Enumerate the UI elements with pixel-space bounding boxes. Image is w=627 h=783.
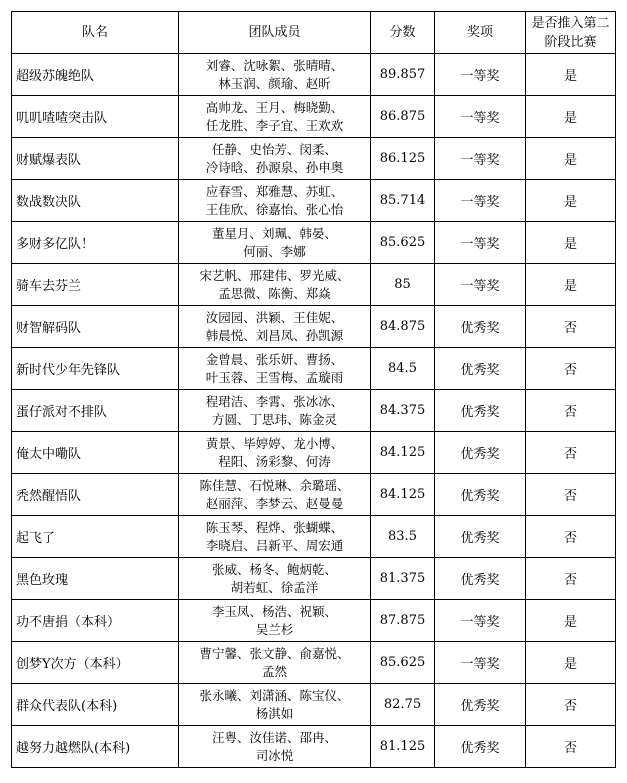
award: 优秀奖 bbox=[435, 516, 526, 558]
table-row bbox=[12, 390, 616, 432]
table-row bbox=[12, 432, 616, 474]
members-line: 汝园园、洪颖、王佳妮、 bbox=[205, 309, 344, 325]
team-name: 财智解码队 bbox=[12, 306, 179, 348]
award: 一等奖 bbox=[435, 96, 526, 138]
award: 优秀奖 bbox=[435, 306, 526, 348]
award: 一等奖 bbox=[435, 138, 526, 180]
team-members bbox=[179, 96, 371, 138]
header-award: 奖项 bbox=[435, 12, 526, 54]
advance-status: 是 bbox=[526, 180, 616, 222]
members-line: 曹宁馨、张文静、俞嘉悦、 bbox=[199, 645, 350, 661]
members-line: 韩晨悦、刘昌凤、孙凯源 bbox=[205, 327, 344, 343]
table-row bbox=[12, 684, 616, 726]
members-line: 宋艺帆、邢建伟、罗光威、 bbox=[199, 267, 350, 283]
advance-status: 是 bbox=[526, 96, 616, 138]
members-line: 胡若虹、徐孟洋 bbox=[230, 579, 319, 595]
results-table bbox=[11, 11, 616, 768]
members-line: 陈佳慧、石悦琳、余璐瑶、 bbox=[199, 477, 350, 493]
award: 一等奖 bbox=[435, 264, 526, 306]
team-name: 数战数决队 bbox=[12, 180, 179, 222]
header-score: 分数 bbox=[371, 12, 435, 54]
table-row bbox=[12, 348, 616, 390]
members-line: 张永曦、刘潇涵、陈宝仪、 bbox=[199, 687, 350, 703]
award: 优秀奖 bbox=[435, 684, 526, 726]
team-name: 叽叽喳喳突击队 bbox=[12, 96, 179, 138]
team-members bbox=[179, 432, 371, 474]
advance-status: 是 bbox=[526, 54, 616, 96]
members-line: 汪粤、汝佳诺、邵冉、 bbox=[211, 729, 337, 745]
table-row bbox=[12, 642, 616, 684]
award: 优秀奖 bbox=[435, 348, 526, 390]
advance-status: 否 bbox=[526, 474, 616, 516]
members-line: 陈玉琴、程烨、张蝴蝶、 bbox=[205, 519, 344, 535]
award: 一等奖 bbox=[435, 600, 526, 642]
team-members bbox=[179, 138, 371, 180]
members-line: 冷诗晗、孙源泉、孙申奥 bbox=[205, 159, 344, 175]
table-row bbox=[12, 306, 616, 348]
members-line: 董星月、刘珮、韩晏、 bbox=[211, 225, 337, 241]
score: 81.375 bbox=[371, 558, 435, 600]
members-line: 高帅龙、王月、梅晓勤、 bbox=[205, 99, 344, 115]
team-name: 骑车去芬兰 bbox=[12, 264, 179, 306]
advance-status: 否 bbox=[526, 684, 616, 726]
award: 一等奖 bbox=[435, 180, 526, 222]
members-line: 赵丽萍、李梦云、赵曼曼 bbox=[205, 495, 344, 511]
advance-status: 否 bbox=[526, 390, 616, 432]
award: 一等奖 bbox=[435, 642, 526, 684]
team-members bbox=[179, 264, 371, 306]
score: 84.125 bbox=[371, 474, 435, 516]
members-line: 李晓启、吕新平、周宏通 bbox=[205, 537, 344, 553]
header-row bbox=[12, 12, 616, 54]
members-line: 应春雪、郑雅慧、苏虹、 bbox=[205, 183, 344, 199]
score: 85.625 bbox=[371, 222, 435, 264]
team-members bbox=[179, 222, 371, 264]
award: 一等奖 bbox=[435, 54, 526, 96]
score: 86.125 bbox=[371, 138, 435, 180]
team-members bbox=[179, 474, 371, 516]
team-members bbox=[179, 348, 371, 390]
team-name: 新时代少年先锋队 bbox=[12, 348, 179, 390]
team-name: 起飞了 bbox=[12, 516, 179, 558]
table-row bbox=[12, 600, 616, 642]
table-row bbox=[12, 474, 616, 516]
advance-status: 否 bbox=[526, 306, 616, 348]
table-row bbox=[12, 264, 616, 306]
members-line: 张威、杨冬、鲍炳乾、 bbox=[211, 561, 337, 577]
members-line: 任静、史怡芳、闵柔、 bbox=[211, 141, 337, 157]
members-line: 吴兰杉 bbox=[255, 621, 294, 637]
award: 优秀奖 bbox=[435, 726, 526, 768]
members-line: 杨淇如 bbox=[255, 705, 294, 721]
award: 一等奖 bbox=[435, 222, 526, 264]
award: 优秀奖 bbox=[435, 432, 526, 474]
members-line: 叶玉蓉、王雪梅、孟璇雨 bbox=[205, 369, 344, 385]
table-row bbox=[12, 54, 616, 96]
members-line: 刘睿、沈咏絮、张晴晴、 bbox=[205, 57, 344, 73]
score: 84.375 bbox=[371, 390, 435, 432]
members-line: 王佳欣、徐嘉怡、张心怡 bbox=[205, 201, 344, 217]
team-members bbox=[179, 390, 371, 432]
members-line: 何丽、李娜 bbox=[243, 243, 306, 259]
members-line: 程阳、汤彩黎、何涛 bbox=[218, 453, 331, 469]
team-members bbox=[179, 642, 371, 684]
team-members bbox=[179, 684, 371, 726]
team-name: 多财多亿队！ bbox=[12, 222, 179, 264]
score: 87.875 bbox=[371, 600, 435, 642]
members-line: 司冰悦 bbox=[255, 747, 294, 763]
award: 优秀奖 bbox=[435, 390, 526, 432]
header-members: 团队成员 bbox=[179, 12, 371, 54]
header-team: 队名 bbox=[12, 12, 179, 54]
team-members bbox=[179, 600, 371, 642]
score: 85.714 bbox=[371, 180, 435, 222]
table-row bbox=[12, 516, 616, 558]
team-name: 功不唐捐（本科） bbox=[12, 600, 179, 642]
team-name: 财赋爆表队 bbox=[12, 138, 179, 180]
score: 81.125 bbox=[371, 726, 435, 768]
score: 84.125 bbox=[371, 432, 435, 474]
table-row bbox=[12, 180, 616, 222]
score: 86.875 bbox=[371, 96, 435, 138]
award: 优秀奖 bbox=[435, 558, 526, 600]
advance-status: 是 bbox=[526, 642, 616, 684]
table-row bbox=[12, 138, 616, 180]
table-row bbox=[12, 222, 616, 264]
team-members bbox=[179, 558, 371, 600]
members-line: 孟思微、陈衡、郑焱 bbox=[218, 285, 331, 301]
advance-status: 是 bbox=[526, 264, 616, 306]
advance-status: 否 bbox=[526, 558, 616, 600]
table-row bbox=[12, 558, 616, 600]
members-line: 程珺洁、李霄、张冰冰、 bbox=[205, 393, 344, 409]
advance-status: 否 bbox=[526, 516, 616, 558]
team-members bbox=[179, 306, 371, 348]
advance-status: 是 bbox=[526, 222, 616, 264]
score: 83.5 bbox=[371, 516, 435, 558]
award: 优秀奖 bbox=[435, 474, 526, 516]
members-line: 任龙胜、李子宜、王欢欢 bbox=[205, 117, 344, 133]
team-members bbox=[179, 54, 371, 96]
score: 89.857 bbox=[371, 54, 435, 96]
score: 85.625 bbox=[371, 642, 435, 684]
members-line: 方圆、丁思玮、陈金灵 bbox=[211, 411, 337, 427]
members-line: 黄景、毕婷婷、龙小博、 bbox=[205, 435, 344, 451]
table-row bbox=[12, 726, 616, 768]
advance-status: 否 bbox=[526, 432, 616, 474]
advance-status: 否 bbox=[526, 726, 616, 768]
score: 82.75 bbox=[371, 684, 435, 726]
advance-status: 否 bbox=[526, 348, 616, 390]
team-name: 超级苏魄绝队 bbox=[12, 54, 179, 96]
team-members bbox=[179, 516, 371, 558]
members-line: 李玉凤、杨浩、祝颖、 bbox=[211, 603, 337, 619]
team-name: 越努力越燃队(本科) bbox=[12, 726, 179, 768]
members-line: 金曾晨、张乐妍、曹扬、 bbox=[205, 351, 344, 367]
team-name: 黑色玫瑰 bbox=[12, 558, 179, 600]
header-advance: 是否推入第二阶段比赛 bbox=[526, 12, 616, 54]
score: 85 bbox=[371, 264, 435, 306]
team-members bbox=[179, 180, 371, 222]
team-name: 创梦Y次方（本科） bbox=[12, 642, 179, 684]
team-name: 蛋仔派对不排队 bbox=[12, 390, 179, 432]
members-line: 孟然 bbox=[261, 663, 287, 679]
score: 84.5 bbox=[371, 348, 435, 390]
score: 84.875 bbox=[371, 306, 435, 348]
team-members bbox=[179, 726, 371, 768]
team-name: 俺太中嘞队 bbox=[12, 432, 179, 474]
team-name: 秃然醒悟队 bbox=[12, 474, 179, 516]
members-line: 林玉润、颜瑜、赵昕 bbox=[218, 75, 331, 91]
table-row bbox=[12, 96, 616, 138]
team-name: 群众代表队(本科) bbox=[12, 684, 179, 726]
advance-status: 是 bbox=[526, 600, 616, 642]
advance-status: 是 bbox=[526, 138, 616, 180]
